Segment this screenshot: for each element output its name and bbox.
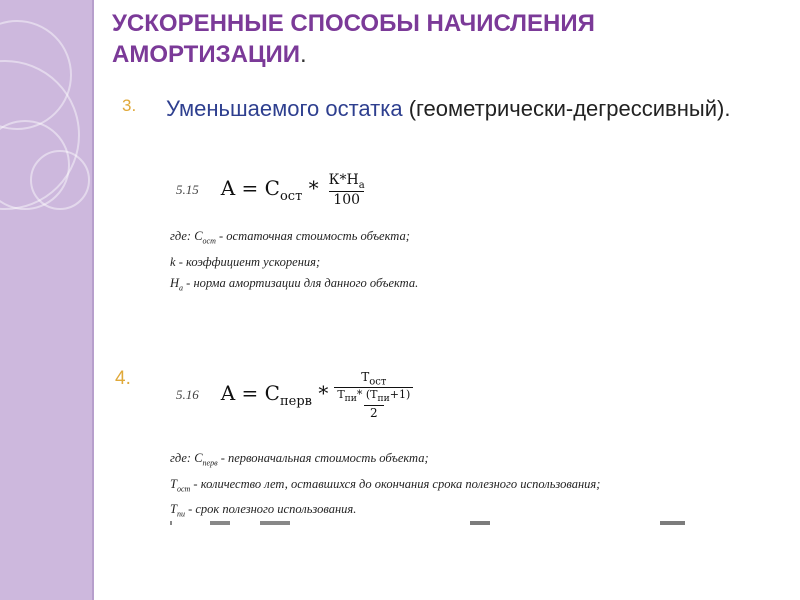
title-dot: .	[300, 41, 307, 68]
definition-line: где: $С_{ост}$ - остаточная стоимость объекта;	[170, 229, 410, 246]
formula-lhs: $A = С_{перв}$ *	[220, 380, 329, 409]
definition-line: $Т_{пи}$ - срок полезного использования.	[170, 502, 357, 519]
inner-numerator: $Т_{ост}$	[361, 370, 387, 388]
definition-line: k - коэффициент ускорения;	[170, 254, 321, 269]
formula-5-16	[176, 370, 413, 420]
decorative-side-band	[0, 0, 92, 600]
title-text: УСКОРЕННЫЕ СПОСОБЫ НАЧИСЛЕНИЯ АМОРТИЗАЦИИ	[112, 10, 595, 68]
formula-fraction	[325, 172, 369, 208]
list-number-4: 4.	[115, 368, 131, 389]
slide-title	[112, 8, 772, 70]
equation-number: 5.16	[176, 386, 199, 402]
fraction-denominator: 2	[364, 405, 384, 420]
fraction-numerator: $К*Н_а$	[328, 172, 365, 191]
definition-line: $Н_а$ - норма амортизации для данного объекта.	[170, 275, 419, 292]
inner-fraction	[334, 370, 413, 405]
inner-denominator: $Т_{пи}*$ $(Т_{пи}+1)$	[334, 387, 413, 404]
cropped-text-line	[170, 521, 685, 525]
definition-line: где: $С_{перв}$ - первоначальная стоимость объекта;	[170, 451, 429, 468]
method-description: (геометрически-дегрессивный).	[402, 96, 731, 121]
list-number-3: 3.	[122, 96, 137, 115]
definitions-5-16	[170, 448, 600, 525]
list-item-3	[166, 89, 756, 129]
decorative-ring	[30, 150, 90, 210]
definition-line: $Т_{ост}$ - количество лет, оставшихся до окончания срока полезного использования;	[170, 476, 601, 493]
definitions-5-15	[170, 226, 418, 298]
band-divider	[92, 0, 94, 600]
formula-lhs: $A = С_{ост}$ *	[220, 175, 319, 204]
method-name: Уменьшаемого остатка	[166, 96, 403, 121]
fraction-denominator: 100	[329, 191, 364, 208]
formula-fraction	[334, 370, 413, 420]
equation-number: 5.15	[176, 181, 199, 197]
formula-5-15	[176, 172, 369, 208]
